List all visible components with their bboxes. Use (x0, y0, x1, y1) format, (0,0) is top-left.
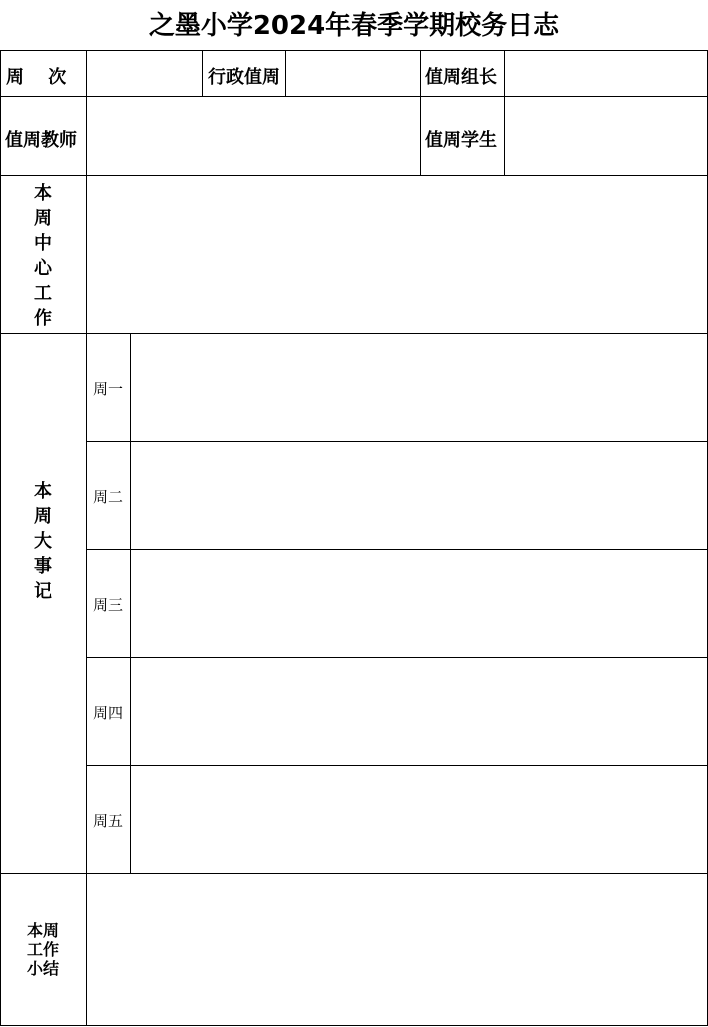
day-label-wednesday: 周三 (93, 596, 124, 614)
monday-field[interactable] (131, 334, 707, 441)
grid-line (202, 50, 203, 97)
events-label: 本 周 大 事 记 (34, 481, 52, 602)
duty-teacher-field[interactable] (87, 97, 420, 175)
friday-field[interactable] (131, 766, 707, 873)
day-label-thursday: 周四 (93, 704, 124, 722)
wednesday-field[interactable] (131, 550, 707, 657)
duty-teacher-label: 值周教师 (5, 130, 77, 151)
duty-student-label: 值周学生 (425, 130, 497, 151)
central-work-label: 本 周 中 心 工 作 (34, 183, 52, 329)
week-label: 周 次 (6, 67, 67, 88)
tuesday-field[interactable] (131, 442, 707, 549)
central-work-field[interactable] (87, 176, 707, 333)
grid-line (420, 50, 421, 176)
page-title: 之墨小学2024年春季学期校务日志 (148, 11, 560, 41)
grid-line (0, 50, 1, 1026)
summary-field[interactable] (87, 874, 707, 1025)
day-label-monday: 周一 (93, 380, 124, 398)
admin-duty-label: 行政值周 (208, 67, 280, 88)
admin-duty-field[interactable] (286, 51, 420, 96)
summary-label: 本周 工作 小结 (26, 921, 59, 978)
duty-student-field[interactable] (505, 97, 707, 175)
grid-line (0, 1025, 708, 1026)
day-label-tuesday: 周二 (93, 488, 124, 506)
day-label-friday: 周五 (93, 812, 124, 830)
week-field[interactable] (87, 51, 202, 96)
duty-leader-field[interactable] (505, 51, 707, 96)
duty-leader-label: 值周组长 (425, 67, 497, 88)
thursday-field[interactable] (131, 658, 707, 765)
